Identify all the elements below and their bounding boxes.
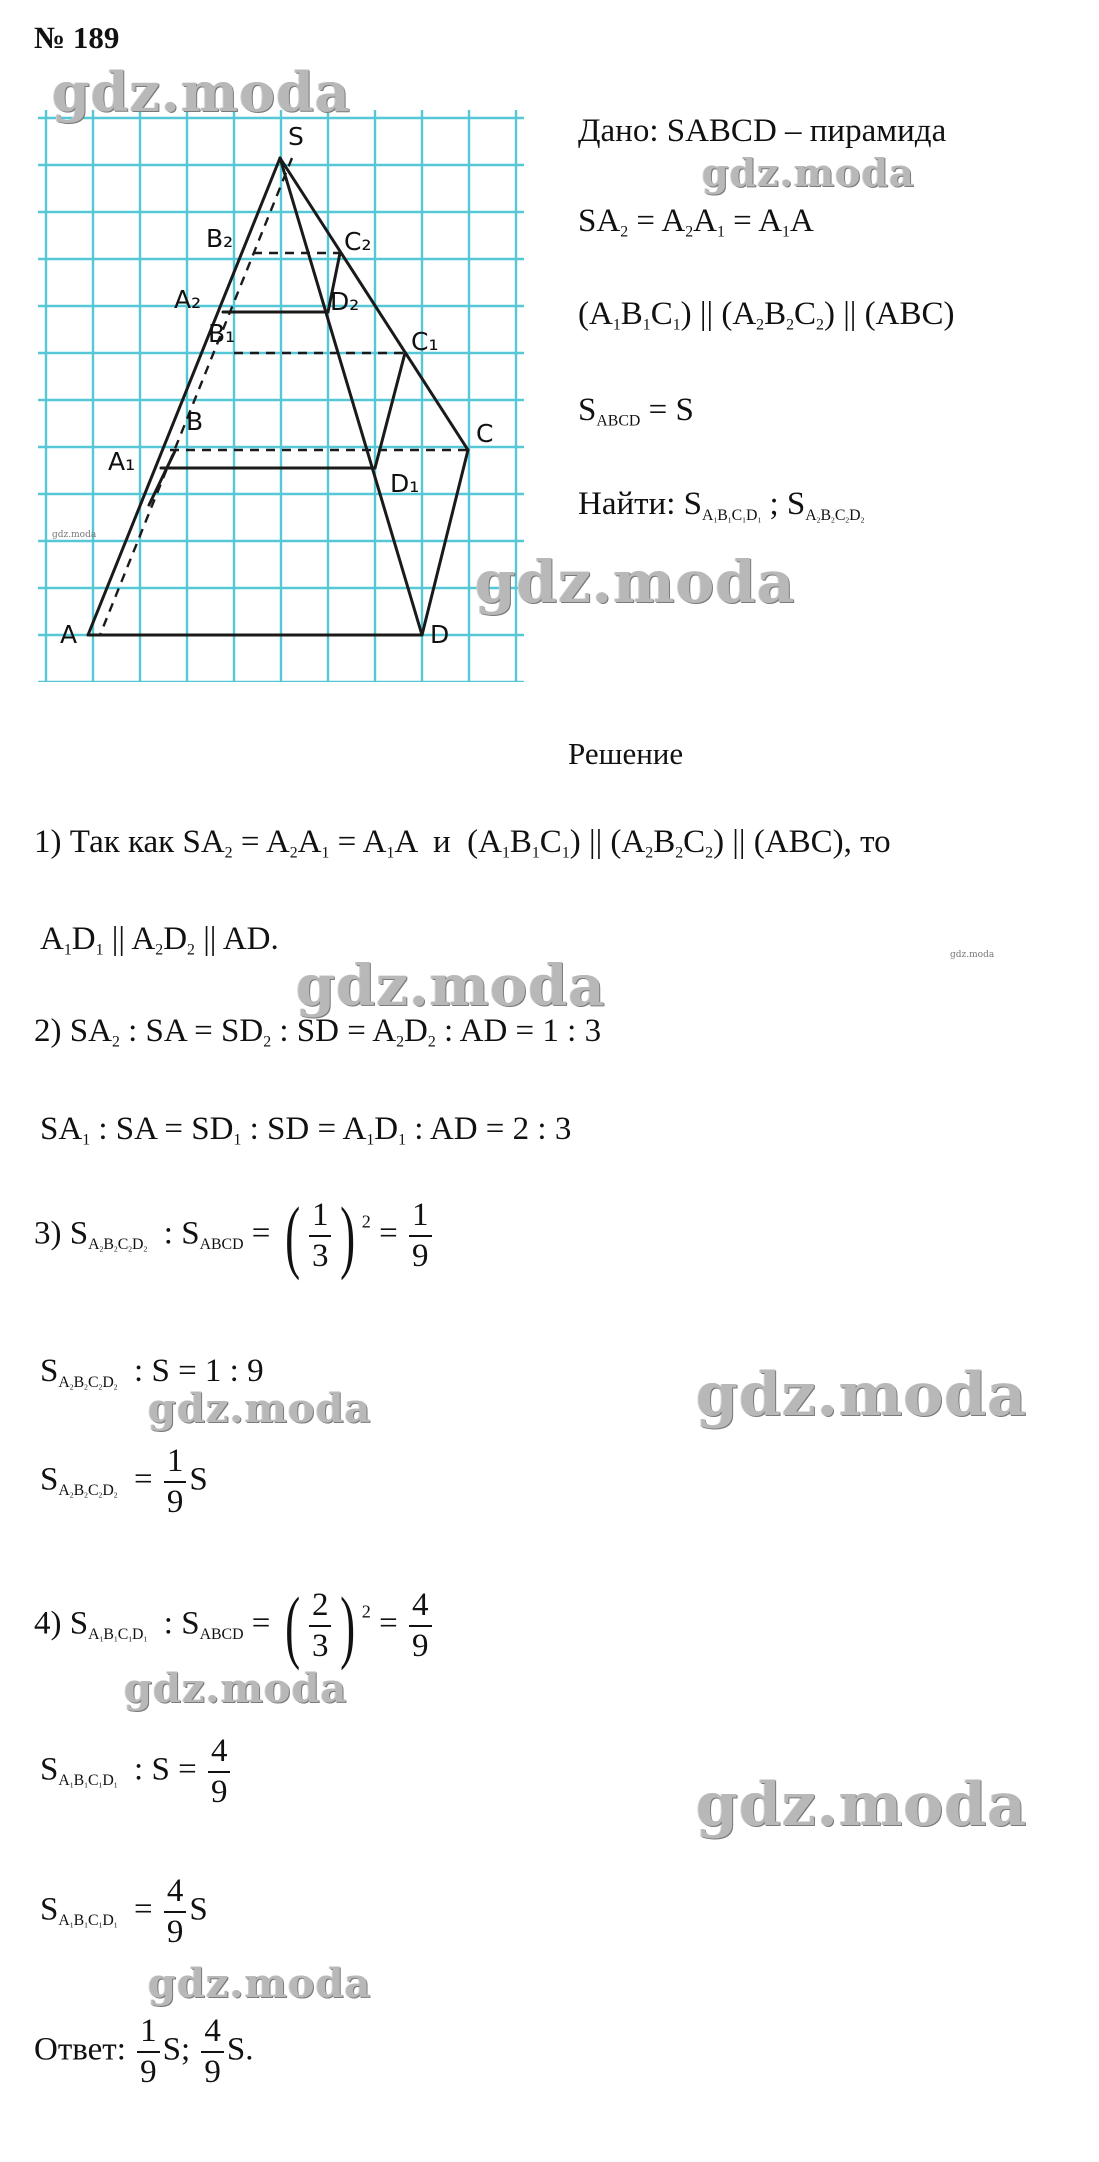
label-A1: A₁ bbox=[108, 447, 136, 476]
fraction-1-3: $\frac{1}{3}$ bbox=[309, 1199, 332, 1273]
solution-heading: Решение bbox=[568, 736, 684, 771]
label-S: S bbox=[288, 122, 304, 151]
given-heading: Дано: SABCD – пирамида bbox=[578, 113, 947, 149]
fraction-4-9: $\frac{4}{9}$ bbox=[409, 1589, 432, 1663]
label-B1: B₁ bbox=[208, 319, 236, 348]
label-A: A bbox=[60, 620, 78, 649]
label-C1: C₁ bbox=[411, 327, 439, 356]
label-A2: A₂ bbox=[174, 285, 202, 314]
given-line-1: $SA_2 = A_2A_1 = A_1A$ bbox=[578, 203, 814, 241]
fraction-2-3: $\frac{2}{3}$ bbox=[309, 1589, 332, 1663]
watermark: gdz.moda bbox=[702, 150, 915, 195]
step-4-line-3: $S_{A_1B_1C_1D_1}$ = $\frac{4}{9}$ S bbox=[40, 1873, 208, 1950]
step-1-line-2: $A_1D_1$ || $A_2D_2$ || AD. bbox=[40, 921, 279, 959]
edge-DC bbox=[422, 450, 468, 635]
watermark: gdz.moda bbox=[148, 1960, 372, 2007]
label-B2: B₂ bbox=[206, 224, 234, 253]
fraction-1-9: $\frac{1}{9}$ bbox=[409, 1199, 432, 1273]
step-4-line-1: 4) $S_{A_1B_1C_1D_1}$ : $S_{ABCD}$ = ( $\frac{2}{3}$ ) $^2$ = $\frac{4}{9}$ bbox=[34, 1585, 435, 1667]
label-D2: D₂ bbox=[330, 287, 360, 316]
hidden-edge-SB bbox=[100, 158, 292, 635]
label-D: D bbox=[430, 620, 450, 649]
pyramid-figure bbox=[38, 110, 524, 682]
watermark: gdz.moda bbox=[52, 60, 351, 124]
label-C: C bbox=[476, 419, 494, 448]
watermark: gdz.moda bbox=[124, 1665, 348, 1712]
step-4-line-2: $S_{A_1B_1C_1D_1}$ : S = $\frac{4}{9}$ bbox=[40, 1735, 233, 1809]
label-B: B bbox=[186, 407, 204, 436]
watermark: gdz.moda bbox=[475, 548, 796, 616]
given-line-2: $(A_1B_1C_1)$ || $(A_2B_2C_2)$ || (ABC) bbox=[578, 296, 955, 334]
label-C2: C₂ bbox=[344, 227, 372, 256]
step-2-line-1: 2) $SA_2$ : SA = $SD_2$ : SD = $A_2D_2$ : AD = 1 : 3 bbox=[34, 1013, 602, 1051]
pyramid-drawing bbox=[38, 110, 524, 682]
watermark: gdz.moda bbox=[696, 1770, 1028, 1840]
step-2-line-2: $SA_1$ : SA = $SD_1$ : SD = $A_1D_1$ : AD = 2 : 3 bbox=[40, 1111, 572, 1149]
step-3-line-2: $S_{A_2B_2C_2D_2}$ : S = 1 : 9 bbox=[40, 1353, 264, 1392]
watermark: gdz.moda bbox=[148, 1385, 372, 1432]
watermark-small: gdz.moda bbox=[52, 530, 97, 540]
given-line-3: $S_{ABCD} = S$ bbox=[578, 392, 694, 430]
answer-line: Ответ: $\frac{1}{9}$ S; $\frac{4}{9}$ S. bbox=[34, 2013, 254, 2090]
watermark: gdz.moda bbox=[296, 953, 606, 1019]
problem-number: № 189 bbox=[34, 20, 120, 55]
edge-SA bbox=[88, 158, 280, 635]
find-line: Найти: $S_{A_1B_1C_1D_1}$ ; $S_{A_2B_2C_2D_2}$ bbox=[578, 486, 865, 525]
step-3-line-3: $S_{A_2B_2C_2D_2}$ = $\frac{1}{9}$ S bbox=[40, 1443, 208, 1520]
label-D1: D₁ bbox=[390, 469, 420, 498]
step-1-line-1: 1) Так как $SA_2 = A_2A_1 = A_1A$ и $(A_1B_1C_1)$ || $(A_2B_2C_2)$ || (ABC), то bbox=[34, 824, 891, 862]
watermark: gdz.moda bbox=[696, 1360, 1028, 1430]
step-3-line-1: 3) $S_{A_2B_2C_2D_2}$ : $S_{ABCD}$ = ( $\frac{1}{3}$ ) $^2$ = $\frac{1}{9}$ bbox=[34, 1195, 435, 1277]
watermark-small: gdz.moda bbox=[950, 950, 995, 960]
